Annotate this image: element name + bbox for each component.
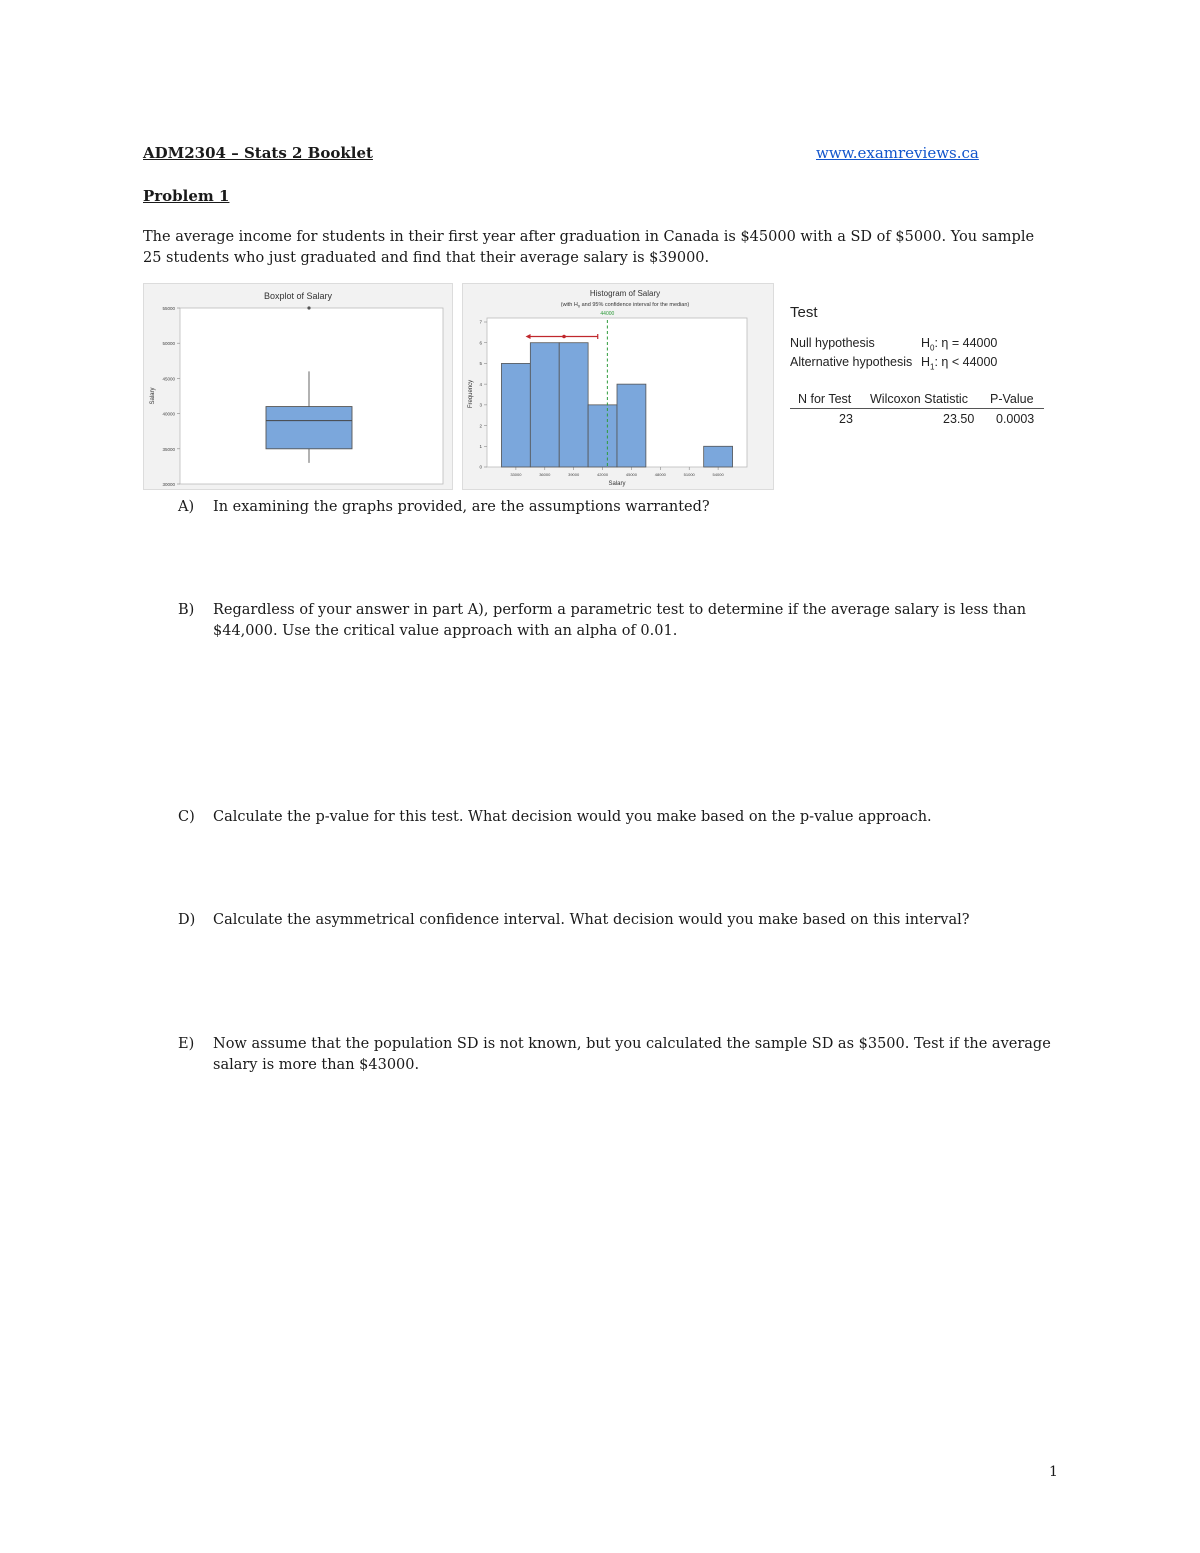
histogram-bar	[559, 343, 588, 467]
x-tick-label: 48000	[654, 472, 666, 477]
histogram-x-label: Salary	[608, 481, 626, 487]
histogram-chart	[463, 284, 773, 489]
col-header-pvalue: P-Value	[990, 392, 1034, 406]
histogram-panel	[462, 283, 774, 490]
problem-heading: Problem 1	[143, 187, 230, 205]
table-divider	[790, 408, 1044, 409]
x-tick-label: 39000	[568, 472, 580, 477]
box	[266, 407, 352, 449]
null-hypothesis-label: Null hypothesis	[790, 336, 875, 350]
col-header-n: N for Test	[798, 392, 852, 406]
y-tick-label: 30000	[162, 482, 175, 487]
problem-intro	[143, 227, 1063, 269]
histogram-h0-label: 44000	[600, 311, 615, 317]
question-label: A)	[178, 499, 195, 515]
y-tick-label: 5	[479, 361, 482, 367]
y-tick-label: 4	[479, 381, 482, 387]
alternative-hypothesis-value	[921, 355, 997, 372]
y-tick-label: 6	[479, 340, 482, 346]
question-label: B)	[178, 602, 195, 618]
null-hypothesis-value	[921, 336, 997, 353]
x-tick-label: 33000	[510, 472, 522, 477]
ci-median-point	[562, 335, 566, 339]
y-tick-label: 35000	[162, 446, 175, 452]
value-pvalue: 0.0003	[996, 412, 1035, 426]
question-text: Regardless of your answer in part A), perform a parametric test to determine if the average salary is less than $44,000. Use the critical value approach with an alpha of 0.01.	[213, 602, 1027, 639]
boxplot-title: Boxplot of Salary	[263, 291, 333, 301]
y-tick-label: 2	[479, 423, 482, 429]
value-wilcoxon: 23.50	[943, 412, 975, 426]
null-h-symbol: H	[921, 336, 931, 350]
alt-h-subscript: 1	[930, 362, 935, 372]
question-text: Calculate the asymmetrical confidence interval. What decision would you make based on this interval?	[213, 912, 970, 928]
x-tick-label: 36000	[539, 472, 551, 477]
y-tick-label: 3	[479, 402, 482, 408]
test-title: Test	[790, 304, 818, 321]
question-label: D)	[178, 912, 196, 928]
y-tick-label: 1	[479, 443, 482, 449]
null-h-expression: : η = 44000	[934, 336, 998, 350]
boxplot-panel	[143, 283, 453, 490]
problem-intro-line1: The average income for students in their first year after graduation in Canada is $45000 with a SD of $5000. You sample	[143, 229, 1035, 245]
question-text: Now assume that the population SD is not known, but you calculated the sample SD as $3500. Test if the average salary is more than $43000.	[213, 1036, 1051, 1073]
histogram-bar	[501, 363, 530, 467]
website-link[interactable]: www.examreviews.ca	[816, 144, 979, 162]
null-h-subscript: 0	[930, 343, 935, 353]
histogram-bar	[530, 343, 559, 467]
histogram-bar	[617, 384, 646, 467]
y-tick-label: 7	[479, 319, 482, 325]
boxplot-y-label: Salary	[150, 387, 156, 405]
x-tick-label: 42000	[596, 472, 609, 477]
y-tick-label: 50000	[162, 341, 175, 347]
value-n: 23	[839, 412, 853, 426]
x-tick-label: 45000	[625, 472, 638, 477]
y-tick-label: 55000	[162, 306, 175, 311]
document-title: ADM2304 – Stats 2 Booklet	[143, 144, 373, 162]
outlier-point	[307, 306, 310, 309]
question-text: Calculate the p-value for this test. What decision would you make based on the p-value approach.	[213, 809, 932, 825]
histogram-bar	[588, 405, 617, 467]
histogram-subtitle: (with $H_0$ and 95% confidence interval for the median)	[560, 302, 690, 309]
boxplot-plot-area	[180, 308, 443, 484]
alt-h-symbol: H	[921, 355, 931, 369]
y-tick-label: 0	[479, 464, 482, 470]
boxplot-chart	[144, 284, 452, 489]
histogram-bar	[704, 446, 733, 467]
page-number: 1	[1049, 1464, 1058, 1480]
alt-h-expression: : η < 44000	[934, 355, 998, 369]
histogram-title: Histogram of Salary	[589, 289, 661, 298]
boxplot-y-ticks	[162, 306, 180, 487]
col-header-wilcoxon: Wilcoxon Statistic	[870, 392, 968, 406]
question-label: E)	[178, 1036, 195, 1052]
question-text: In examining the graphs provided, are the assumptions warranted?	[213, 499, 710, 515]
histogram-y-label: Frequency	[468, 379, 474, 409]
question-label: C)	[178, 809, 195, 825]
problem-intro-line2: 25 students who just graduated and find that their average salary is $39000.	[143, 250, 710, 266]
x-tick-label: 51000	[683, 472, 695, 477]
alternative-hypothesis-label: Alternative hypothesis	[790, 355, 913, 369]
y-tick-label: 45000	[162, 376, 175, 382]
x-tick-label: 54000	[712, 472, 724, 477]
wilcoxon-test-output	[790, 304, 1046, 434]
y-tick-label: 40000	[162, 411, 175, 417]
